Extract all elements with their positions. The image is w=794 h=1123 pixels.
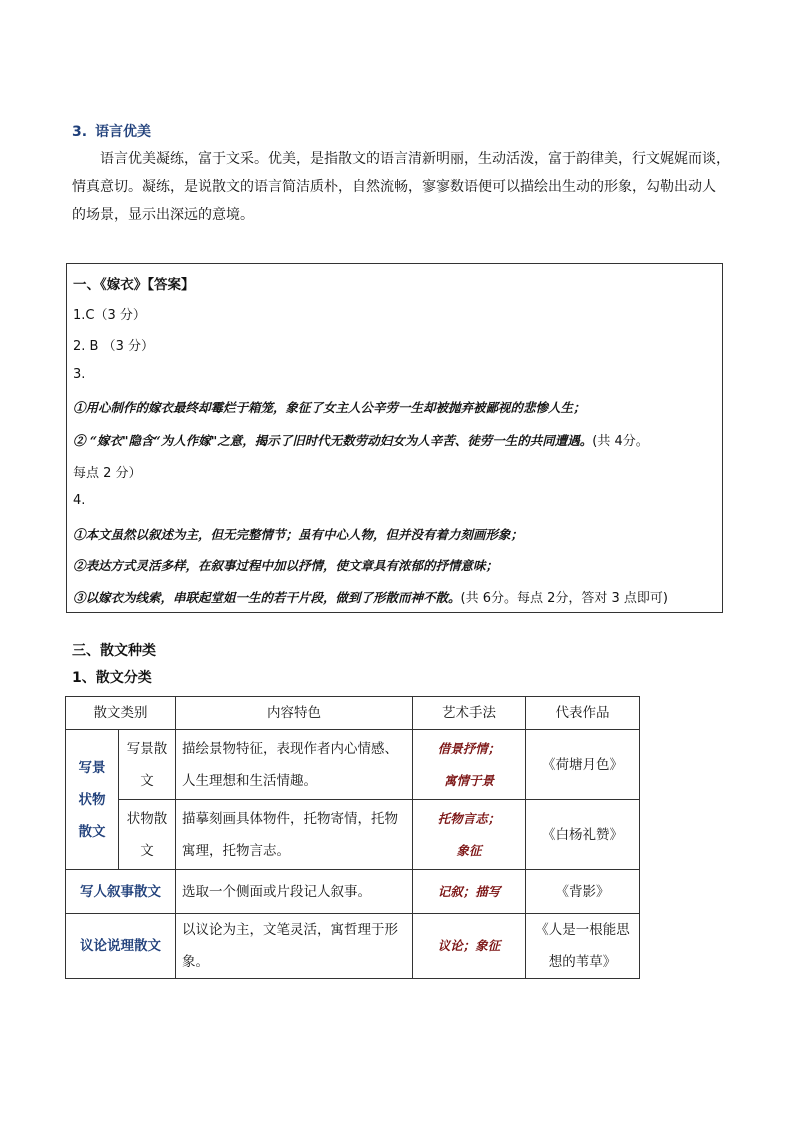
subtype-text: 写景散 [126, 740, 168, 757]
table-row [66, 914, 640, 979]
content-text: 描摹刻画具体物件，托物寄情，托物 [182, 810, 398, 827]
content-text: 描绘景物特征，表现作者内心情感、 [182, 740, 398, 757]
content-cell [176, 914, 413, 979]
answer-q4-point-3-text: ③以嫁衣为线索，串联起堂姐一生的若干片段，做到了形散而神不散。 [73, 590, 461, 605]
paragraph-line: 的场景，显示出深远的意境。 [72, 207, 254, 223]
types-heading: 三、散文种类 [72, 643, 156, 659]
answer-q4-point-3 [73, 587, 668, 606]
section-heading [72, 121, 151, 141]
answer-header: 一、《嫁衣》【答案】 [73, 277, 195, 293]
work-cell [526, 914, 640, 979]
technique-text: 寓情于景 [443, 772, 494, 788]
section-number: 3. [72, 124, 88, 140]
answer-q1: 1.C（3 分） [73, 308, 146, 323]
answer-q4-point-1: ①本文虽然以叙述为主，但无完整情节；虽有中心人物，但并没有着力刻画形象； [73, 527, 524, 542]
table-row [66, 800, 640, 870]
answer-q4-label: 4. [73, 493, 86, 508]
answer-box [66, 263, 723, 613]
content-text: 人生理想和生活情趣。 [182, 772, 317, 789]
answer-q3-point-2 [73, 430, 649, 449]
work-text: 想的苇草》 [548, 954, 617, 970]
technique-text: 象征 [456, 842, 482, 858]
work-cell: 《背影》 [526, 870, 640, 914]
answer-q3-point-2-text: ② “嫁衣"隐含“为人作嫁"之意，揭示了旧时代无数劳动妇女为人辛苦、徒劳一生的共同遭遇。 [73, 433, 593, 448]
content-cell [176, 800, 413, 870]
answer-q4-point-2: ②表达方式灵活多样，在叙事过程中加以抒情，使文章具有浓郁的抒情意味； [73, 558, 499, 573]
category-text: 状物 [78, 791, 106, 808]
content-cell [176, 730, 413, 800]
technique-text: 托物言志； [437, 810, 501, 826]
technique-cell: 记叙；描写 [413, 870, 526, 914]
answer-q3-score-cont: 每点 2 分） [73, 466, 142, 481]
section-title: 语言优美 [95, 124, 152, 140]
technique-cell: 议论；象征 [413, 914, 526, 979]
subtype-text: 文 [140, 842, 154, 859]
category-text: 写景 [78, 759, 106, 776]
table-header-cell: 散文类别 [66, 697, 176, 730]
table-header-row [66, 697, 640, 730]
section-paragraph [72, 145, 734, 229]
technique-cell [413, 730, 526, 800]
table-row [66, 730, 640, 800]
table-header-cell: 内容特色 [176, 697, 413, 730]
answer-q4-score: (共 6分。每点 2分，答对 3 点即可) [460, 591, 669, 606]
work-cell: 《荷塘月色》 [526, 730, 640, 800]
content-text: 寓理，托物言志。 [182, 842, 290, 859]
subtype-cell [119, 800, 176, 870]
content-text: 以议论为主，文笔灵活，寓哲理于形 [182, 922, 398, 938]
answer-q3-label: 3. [73, 367, 86, 382]
answer-q3-point-1: ①用心制作的嫁衣最终却霉烂于箱笼，象征了女主人公辛劳一生却被抛弃被鄙视的悲惨人生； [73, 400, 586, 415]
technique-text: 借景抒情； [437, 740, 501, 756]
table-header-cell: 代表作品 [526, 697, 640, 730]
paragraph-line: 情真意切。凝练，是说散文的语言简洁质朴，自然流畅，寥寥数语便可以描绘出生动的形象，勾勒出动人 [72, 179, 716, 195]
category-cell: 写人叙事散文 [66, 870, 176, 914]
subtype-text: 文 [140, 772, 154, 789]
subtype-text: 状物散 [126, 810, 168, 827]
content-cell: 选取一个侧面或片段记人叙事。 [176, 870, 413, 914]
content-text: 象。 [182, 954, 209, 970]
work-cell: 《白杨礼赞》 [526, 800, 640, 870]
types-subheading: 1、散文分类 [72, 670, 152, 686]
work-text: 《人是一根能思 [535, 922, 630, 938]
subtype-cell [119, 730, 176, 800]
category-cell: 议论说理散文 [66, 914, 176, 979]
table-row [66, 870, 640, 914]
answer-q2: 2. B （3 分） [73, 339, 154, 354]
paragraph-line: 语言优美凝练，富于文采。优美，是指散文的语言清新明丽，生动活泼，富于韵律美，行文娓娓而谈， [100, 151, 730, 167]
classification-table [65, 696, 640, 979]
table-header-cell: 艺术手法 [413, 697, 526, 730]
category-cell [66, 730, 119, 870]
answer-q3-score: (共 4分。 [592, 434, 649, 449]
technique-cell [413, 800, 526, 870]
category-text: 散文 [78, 823, 106, 840]
